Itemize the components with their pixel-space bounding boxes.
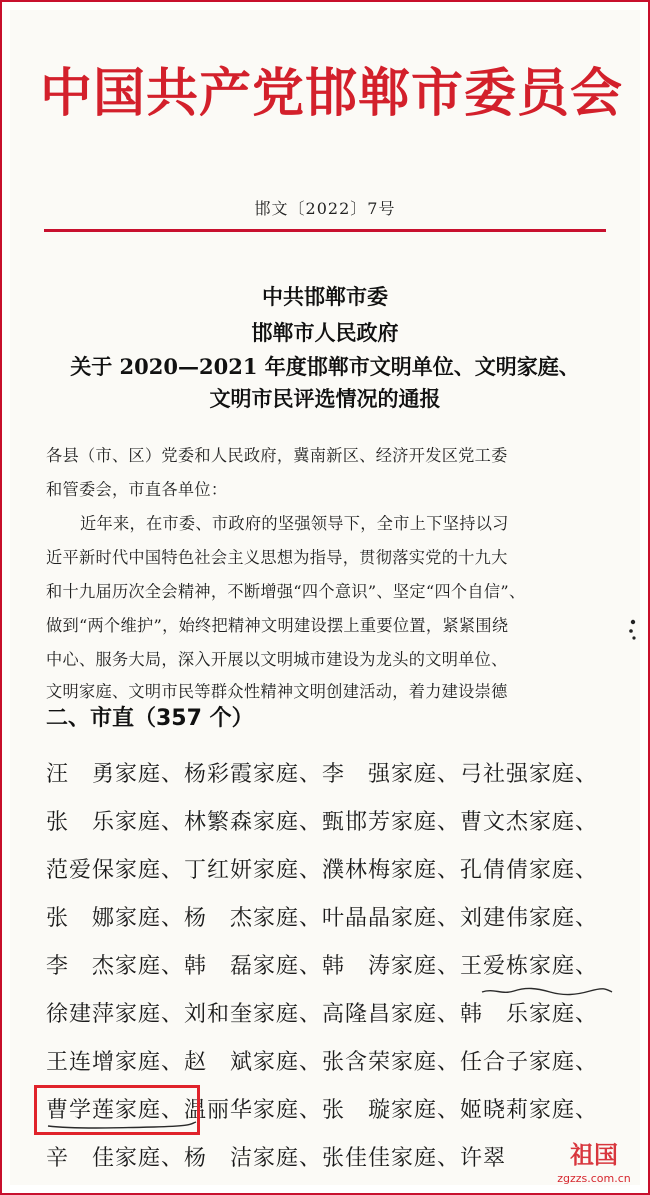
body-line: 和管委会，市直各单位： — [46, 480, 228, 499]
body-line: 近年来，在市委、市政府的坚强领导下，全市上下坚持以习 — [80, 514, 509, 533]
document-number: 邯文〔2022〕7号 — [254, 199, 396, 218]
handwritten-underline-mark — [480, 986, 614, 996]
name-list-row: 李 杰家庭、韩 磊家庭、韩 涛家庭、王爱栋家庭、 — [46, 954, 599, 979]
title-line-3: 关于 2020—2021 年度邯郸市文明单位、文明家庭、 — [70, 354, 580, 379]
body-line: 中心、服务大局，深入开展以文明城市建设为龙头的文明单位、 — [46, 650, 508, 669]
section-heading: 二、市直（357 个） — [46, 706, 254, 731]
watermark-url: zgzzs.com.cn — [557, 1172, 631, 1185]
title-line-2: 邯郸市人民政府 — [251, 320, 399, 345]
body-line: 近平新时代中国特色社会主义思想为指导，贯彻落实党的十九大 — [46, 548, 508, 567]
title-line-4: 文明市民评选情况的通报 — [209, 386, 441, 411]
ink-dots-mark — [626, 618, 640, 642]
body-line: 和十九届历次全会精神，不断增强“四个意识”、坚定“四个自信”、 — [46, 582, 526, 601]
name-list-row: 辛 佳家庭、杨 洁家庭、张佳佳家庭、许翠 — [46, 1146, 507, 1171]
highlight-box — [34, 1085, 200, 1135]
name-list-row: 范爱保家庭、丁红妍家庭、濮林梅家庭、孔倩倩家庭、 — [46, 858, 599, 883]
name-list-row: 曹学莲家庭、温丽华家庭、张 璇家庭、姬晓莉家庭、 — [46, 1098, 599, 1123]
watermark-logo: 祖国 — [570, 1141, 618, 1169]
red-rule-divider — [44, 229, 606, 232]
name-list-row: 张 乐家庭、林繁森家庭、甄邯芳家庭、曹文杰家庭、 — [46, 810, 599, 835]
body-line: 各县（市、区）党委和人民政府，冀南新区、经济开发区党工委 — [46, 446, 508, 465]
name-list-row: 张 娜家庭、杨 杰家庭、叶晶晶家庭、刘建伟家庭、 — [46, 906, 599, 931]
body-line: 做到“两个维护”，始终把精神文明建设摆上重要位置，紧紧围绕 — [46, 616, 509, 635]
title-line-1: 中共邯郸市委 — [262, 284, 388, 309]
site-watermark — [548, 1140, 640, 1190]
name-list-row: 王连增家庭、赵 斌家庭、张含荣家庭、任合子家庭、 — [46, 1050, 599, 1075]
masthead: 中国共产党邯郸市委员会 — [40, 64, 624, 124]
body-line: 文明家庭、文明市民等群众性精神文明创建活动，着力建设崇德 — [46, 682, 508, 701]
name-list-row: 汪 勇家庭、杨彩霞家庭、李 强家庭、弓社强家庭、 — [46, 762, 599, 787]
name-list-row: 徐建萍家庭、刘和奎家庭、高隆昌家庭、韩 乐家庭、 — [46, 1002, 599, 1027]
